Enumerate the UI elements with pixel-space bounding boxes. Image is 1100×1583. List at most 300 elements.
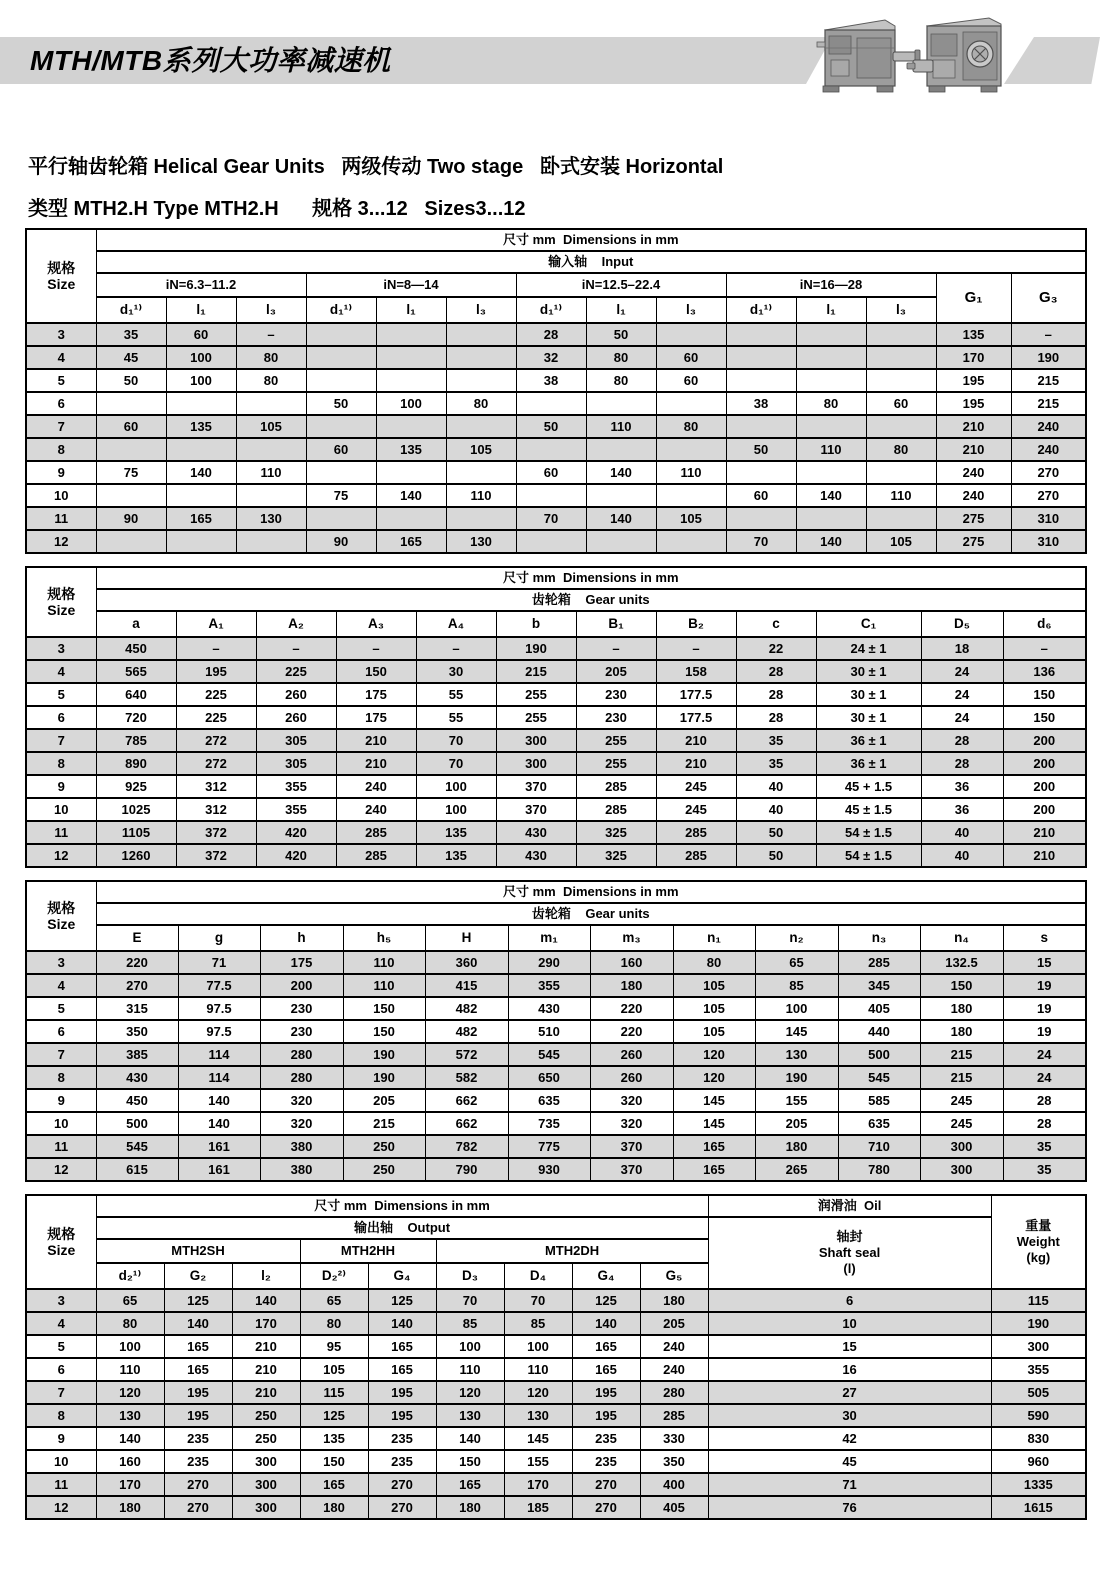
value-cell: 565 — [96, 660, 176, 683]
value-cell: 195 — [164, 1381, 232, 1404]
table-output-shaft — [25, 1194, 1087, 1520]
model-group-header: MTH2DH — [436, 1239, 708, 1263]
size-cell: 9 — [26, 461, 96, 484]
value-cell: 150 — [336, 660, 416, 683]
value-cell: 255 — [496, 683, 576, 706]
value-cell: 1105 — [96, 821, 176, 844]
value-cell: 270 — [164, 1473, 232, 1496]
value-cell: 140 — [436, 1427, 504, 1450]
value-cell: 245 — [920, 1112, 1003, 1135]
value-cell: 925 — [96, 775, 176, 798]
value-cell: 235 — [572, 1427, 640, 1450]
value-cell: 60 — [516, 461, 586, 484]
value-cell: 140 — [368, 1312, 436, 1335]
value-cell: 325 — [576, 821, 656, 844]
value-cell — [446, 461, 516, 484]
value-cell: 215 — [920, 1066, 1003, 1089]
col-header: A₂ — [256, 611, 336, 637]
value-cell: 110 — [96, 1358, 164, 1381]
value-cell: 235 — [164, 1450, 232, 1473]
value-cell: 662 — [425, 1089, 508, 1112]
value-cell: – — [256, 637, 336, 660]
value-cell: 380 — [260, 1135, 343, 1158]
value-cell — [866, 369, 936, 392]
value-cell: 105 — [673, 974, 755, 997]
value-cell: 300 — [991, 1335, 1086, 1358]
table-row — [26, 844, 1086, 867]
value-cell: 235 — [368, 1427, 436, 1450]
value-cell: 177.5 — [656, 706, 736, 729]
value-cell — [866, 507, 936, 530]
size-cell: 7 — [26, 1381, 96, 1404]
value-cell: 190 — [991, 1312, 1086, 1335]
value-cell — [656, 438, 726, 461]
size-cell: 11 — [26, 1473, 96, 1496]
value-cell: 210 — [1003, 821, 1086, 844]
value-cell: 430 — [496, 821, 576, 844]
size-cell: 5 — [26, 997, 96, 1020]
value-cell — [726, 415, 796, 438]
value-cell: 170 — [96, 1473, 164, 1496]
value-cell: 360 — [425, 951, 508, 974]
value-cell: 312 — [176, 775, 256, 798]
ratio-group-header: iN=8—14 — [306, 273, 516, 297]
value-cell: 255 — [496, 706, 576, 729]
value-cell — [306, 507, 376, 530]
col-header: D₄ — [504, 1263, 572, 1289]
value-cell: 140 — [96, 1427, 164, 1450]
value-cell: 145 — [504, 1427, 572, 1450]
col-header: d₁¹⁾ — [306, 297, 376, 323]
value-cell: 140 — [166, 461, 236, 484]
value-cell: 790 — [425, 1158, 508, 1181]
value-cell: 415 — [425, 974, 508, 997]
size-cell: 9 — [26, 775, 96, 798]
value-cell: 510 — [508, 1020, 590, 1043]
value-cell — [866, 461, 936, 484]
value-cell: 158 — [656, 660, 736, 683]
page-title: MTH/MTB系列大功率减速机 — [30, 45, 391, 76]
value-cell: 100 — [416, 775, 496, 798]
value-cell: 80 — [586, 369, 656, 392]
value-cell: 130 — [96, 1404, 164, 1427]
value-cell: 50 — [306, 392, 376, 415]
table-row — [26, 1312, 1086, 1335]
value-cell: 70 — [416, 752, 496, 775]
value-cell: 130 — [504, 1404, 572, 1427]
value-cell: 300 — [920, 1158, 1003, 1181]
value-cell: 140 — [376, 484, 446, 507]
value-cell: 30 — [416, 660, 496, 683]
value-cell: 30 — [708, 1404, 991, 1427]
value-cell: 240 — [336, 775, 416, 798]
value-cell: 430 — [496, 844, 576, 867]
model-group-header: MTH2HH — [300, 1239, 436, 1263]
value-cell: 110 — [343, 951, 425, 974]
value-cell: 500 — [838, 1043, 920, 1066]
value-cell — [236, 484, 306, 507]
table-row — [26, 346, 1086, 369]
col-header: E — [96, 925, 178, 951]
table-row — [26, 323, 1086, 346]
value-cell: 36 — [921, 775, 1003, 798]
value-cell: 355 — [508, 974, 590, 997]
value-cell: 105 — [673, 997, 755, 1020]
value-cell: 270 — [572, 1496, 640, 1519]
value-cell — [866, 415, 936, 438]
value-cell: 275 — [936, 530, 1011, 553]
value-cell: 325 — [576, 844, 656, 867]
value-cell: 1260 — [96, 844, 176, 867]
value-cell: 260 — [256, 706, 336, 729]
value-cell: 135 — [416, 821, 496, 844]
col-header: m₁ — [508, 925, 590, 951]
value-cell: 370 — [496, 798, 576, 821]
table-row — [26, 369, 1086, 392]
size-cell: 11 — [26, 821, 96, 844]
value-cell: 482 — [425, 997, 508, 1020]
value-cell: 36 — [921, 798, 1003, 821]
value-cell — [446, 323, 516, 346]
value-cell: 255 — [576, 729, 656, 752]
value-cell: 71 — [178, 951, 260, 974]
oil-header: 润滑油 Oil — [708, 1195, 991, 1217]
size-cell: 10 — [26, 1450, 96, 1473]
value-cell — [586, 530, 656, 553]
value-cell: 110 — [656, 461, 726, 484]
table-row — [26, 461, 1086, 484]
value-cell: 270 — [368, 1473, 436, 1496]
value-cell: 350 — [96, 1020, 178, 1043]
value-cell: 215 — [496, 660, 576, 683]
value-cell: 16 — [708, 1358, 991, 1381]
value-cell: 28 — [736, 660, 816, 683]
table-row — [26, 1335, 1086, 1358]
value-cell: 6 — [708, 1289, 991, 1312]
size-cell: 3 — [26, 323, 96, 346]
value-cell: 65 — [300, 1289, 368, 1312]
table-row — [26, 1496, 1086, 1519]
value-cell: 170 — [936, 346, 1011, 369]
value-cell: 210 — [936, 438, 1011, 461]
output-header: 输出轴 Output — [96, 1217, 708, 1239]
value-cell: 320 — [590, 1112, 673, 1135]
value-cell: 35 — [1003, 1158, 1086, 1181]
value-cell — [726, 507, 796, 530]
table-row — [26, 507, 1086, 530]
value-cell: 130 — [236, 507, 306, 530]
value-cell: 270 — [572, 1473, 640, 1496]
value-cell — [656, 392, 726, 415]
value-cell: 240 — [936, 484, 1011, 507]
value-cell: 90 — [96, 507, 166, 530]
value-cell: 80 — [236, 369, 306, 392]
value-cell — [446, 369, 516, 392]
value-cell: 55 — [416, 683, 496, 706]
value-cell: 330 — [640, 1427, 708, 1450]
value-cell: 315 — [96, 997, 178, 1020]
value-cell: 280 — [640, 1381, 708, 1404]
model-group-header: MTH2SH — [96, 1239, 300, 1263]
value-cell — [656, 323, 726, 346]
table-row — [26, 1381, 1086, 1404]
gearbox-solid-shaft-icon — [817, 20, 920, 92]
value-cell: 40 — [921, 844, 1003, 867]
value-cell: 150 — [300, 1450, 368, 1473]
value-cell — [726, 346, 796, 369]
value-cell: 165 — [673, 1135, 755, 1158]
value-cell: 430 — [96, 1066, 178, 1089]
table-row — [26, 1066, 1086, 1089]
value-cell: 35 — [96, 323, 166, 346]
size-cell: 12 — [26, 1496, 96, 1519]
value-cell: 75 — [306, 484, 376, 507]
value-cell: 80 — [586, 346, 656, 369]
value-cell: 205 — [343, 1089, 425, 1112]
value-cell: 220 — [96, 951, 178, 974]
table-row — [26, 775, 1086, 798]
value-cell: 80 — [796, 392, 866, 415]
size-cell: 6 — [26, 392, 96, 415]
value-cell: 35 — [736, 729, 816, 752]
value-cell: 19 — [1003, 974, 1086, 997]
value-cell: 225 — [176, 706, 256, 729]
value-cell: 97.5 — [178, 1020, 260, 1043]
value-cell: 45 + 1.5 — [816, 775, 921, 798]
table-row — [26, 438, 1086, 461]
value-cell: 80 — [96, 1312, 164, 1335]
value-cell: 125 — [572, 1289, 640, 1312]
value-cell: 28 — [1003, 1089, 1086, 1112]
value-cell: 105 — [300, 1358, 368, 1381]
value-cell: 420 — [256, 844, 336, 867]
value-cell: – — [336, 637, 416, 660]
value-cell — [656, 484, 726, 507]
value-cell: 110 — [343, 974, 425, 997]
value-cell: 100 — [166, 346, 236, 369]
col-header: B₂ — [656, 611, 736, 637]
table-row — [26, 1473, 1086, 1496]
ratio-group-header: iN=16—28 — [726, 273, 936, 297]
value-cell: 545 — [96, 1135, 178, 1158]
value-cell: 114 — [178, 1043, 260, 1066]
value-cell: 165 — [164, 1358, 232, 1381]
value-cell: 1615 — [991, 1496, 1086, 1519]
value-cell: 482 — [425, 1020, 508, 1043]
value-cell: 40 — [736, 798, 816, 821]
value-cell: 140 — [586, 507, 656, 530]
value-cell: 250 — [232, 1404, 300, 1427]
value-cell: 585 — [838, 1089, 920, 1112]
value-cell: 260 — [590, 1043, 673, 1066]
value-cell: 195 — [368, 1381, 436, 1404]
table-row — [26, 392, 1086, 415]
table-row — [26, 752, 1086, 775]
value-cell: 19 — [1003, 997, 1086, 1020]
value-cell — [306, 415, 376, 438]
value-cell: 110 — [436, 1358, 504, 1381]
value-cell: 19 — [1003, 1020, 1086, 1043]
value-cell: 125 — [164, 1289, 232, 1312]
value-cell: 90 — [306, 530, 376, 553]
value-cell: 230 — [576, 683, 656, 706]
value-cell: 60 — [96, 415, 166, 438]
col-header: C₁ — [816, 611, 921, 637]
value-cell: 175 — [260, 951, 343, 974]
table-row — [26, 484, 1086, 507]
value-cell: – — [1003, 637, 1086, 660]
value-cell — [306, 369, 376, 392]
value-cell: 145 — [673, 1089, 755, 1112]
col-header: B₁ — [576, 611, 656, 637]
value-cell — [96, 392, 166, 415]
value-cell: 70 — [436, 1289, 504, 1312]
table-row — [26, 683, 1086, 706]
col-header: l₁ — [166, 297, 236, 323]
value-cell: 150 — [1003, 683, 1086, 706]
col-header: G₄ — [572, 1263, 640, 1289]
value-cell: 120 — [96, 1381, 164, 1404]
value-cell: 24 — [1003, 1066, 1086, 1089]
value-cell: 180 — [640, 1289, 708, 1312]
banner-right-parallelogram — [1004, 37, 1100, 84]
value-cell: 662 — [425, 1112, 508, 1135]
value-cell — [306, 323, 376, 346]
table-row — [26, 1112, 1086, 1135]
value-cell: 36 ± 1 — [816, 729, 921, 752]
size-cell: 3 — [26, 951, 96, 974]
value-cell — [376, 507, 446, 530]
value-cell: 320 — [260, 1112, 343, 1135]
dimensions-header: 尺寸 mm Dimensions in mm — [96, 567, 1086, 589]
value-cell: 165 — [436, 1473, 504, 1496]
value-cell: 50 — [96, 369, 166, 392]
value-cell: 270 — [164, 1496, 232, 1519]
value-cell: 305 — [256, 729, 336, 752]
value-cell: 18 — [921, 637, 1003, 660]
gear-units-header: 齿轮箱 Gear units — [96, 589, 1086, 611]
value-cell: 100 — [755, 997, 838, 1020]
table-row — [26, 729, 1086, 752]
value-cell — [166, 438, 236, 461]
value-cell: 210 — [336, 752, 416, 775]
value-cell: 370 — [590, 1158, 673, 1181]
value-cell: 125 — [368, 1289, 436, 1312]
col-header: d₁¹⁾ — [96, 297, 166, 323]
value-cell: 250 — [343, 1135, 425, 1158]
value-cell: 300 — [232, 1473, 300, 1496]
col-header: m₃ — [590, 925, 673, 951]
col-header: l₁ — [796, 297, 866, 323]
table-row — [26, 637, 1086, 660]
size-cell: 8 — [26, 1404, 96, 1427]
value-cell: 165 — [164, 1335, 232, 1358]
value-cell: 120 — [504, 1381, 572, 1404]
value-cell: 80 — [446, 392, 516, 415]
col-header: A₃ — [336, 611, 416, 637]
value-cell — [516, 530, 586, 553]
value-cell: 710 — [838, 1135, 920, 1158]
value-cell: 450 — [96, 637, 176, 660]
value-cell: 45 — [96, 346, 166, 369]
value-cell: 210 — [232, 1358, 300, 1381]
size-cell: 8 — [26, 752, 96, 775]
value-cell: 195 — [936, 369, 1011, 392]
col-header: A₁ — [176, 611, 256, 637]
value-cell: 150 — [343, 997, 425, 1020]
value-cell — [586, 438, 656, 461]
value-cell: 85 — [755, 974, 838, 997]
value-cell — [376, 323, 446, 346]
value-cell: 240 — [640, 1335, 708, 1358]
value-cell: 440 — [838, 1020, 920, 1043]
value-cell — [236, 438, 306, 461]
value-cell: 830 — [991, 1427, 1086, 1450]
value-cell: 320 — [260, 1089, 343, 1112]
value-cell: 80 — [866, 438, 936, 461]
col-header: d₂¹⁾ — [96, 1263, 164, 1289]
subtitle-line-2: 类型 MTH2.H Type MTH2.H 规格 3...12 Sizes3...12 — [28, 198, 526, 220]
value-cell: 180 — [755, 1135, 838, 1158]
col-header: h₅ — [343, 925, 425, 951]
value-cell: 180 — [96, 1496, 164, 1519]
value-cell: 110 — [586, 415, 656, 438]
table-row — [26, 798, 1086, 821]
value-cell: 285 — [838, 951, 920, 974]
ratio-group-header: iN=12.5–22.4 — [516, 273, 726, 297]
value-cell: 140 — [232, 1289, 300, 1312]
col-header: G₅ — [640, 1263, 708, 1289]
value-cell: 105 — [673, 1020, 755, 1043]
value-cell: 270 — [1011, 461, 1086, 484]
value-cell — [166, 484, 236, 507]
value-cell: 782 — [425, 1135, 508, 1158]
value-cell: 100 — [166, 369, 236, 392]
value-cell: 205 — [755, 1112, 838, 1135]
value-cell: 290 — [508, 951, 590, 974]
value-cell: 215 — [920, 1043, 1003, 1066]
col-header: n₄ — [920, 925, 1003, 951]
value-cell: 136 — [1003, 660, 1086, 683]
size-cell: 4 — [26, 346, 96, 369]
value-cell: 71 — [708, 1473, 991, 1496]
weight-header: 重量 Weight (kg) — [991, 1195, 1086, 1289]
size-cell: 4 — [26, 974, 96, 997]
col-header: l₂ — [232, 1263, 300, 1289]
value-cell: 220 — [590, 997, 673, 1020]
value-cell: 270 — [96, 974, 178, 997]
table-row — [26, 1020, 1086, 1043]
value-cell: 285 — [576, 775, 656, 798]
value-cell: 240 — [936, 461, 1011, 484]
value-cell: 80 — [656, 415, 726, 438]
value-cell: 130 — [446, 530, 516, 553]
dimensions-header: 尺寸 mm Dimensions in mm — [96, 881, 1086, 903]
value-cell: 165 — [368, 1358, 436, 1381]
value-cell: – — [416, 637, 496, 660]
value-cell: 270 — [1011, 484, 1086, 507]
size-cell: 4 — [26, 660, 96, 683]
table-row — [26, 530, 1086, 553]
value-cell: 720 — [96, 706, 176, 729]
table-row — [26, 1358, 1086, 1381]
value-cell: 545 — [508, 1043, 590, 1066]
value-cell — [796, 415, 866, 438]
value-cell — [236, 530, 306, 553]
value-cell: 35 — [736, 752, 816, 775]
value-cell: 230 — [576, 706, 656, 729]
size-header: 规格 Size — [26, 881, 96, 951]
